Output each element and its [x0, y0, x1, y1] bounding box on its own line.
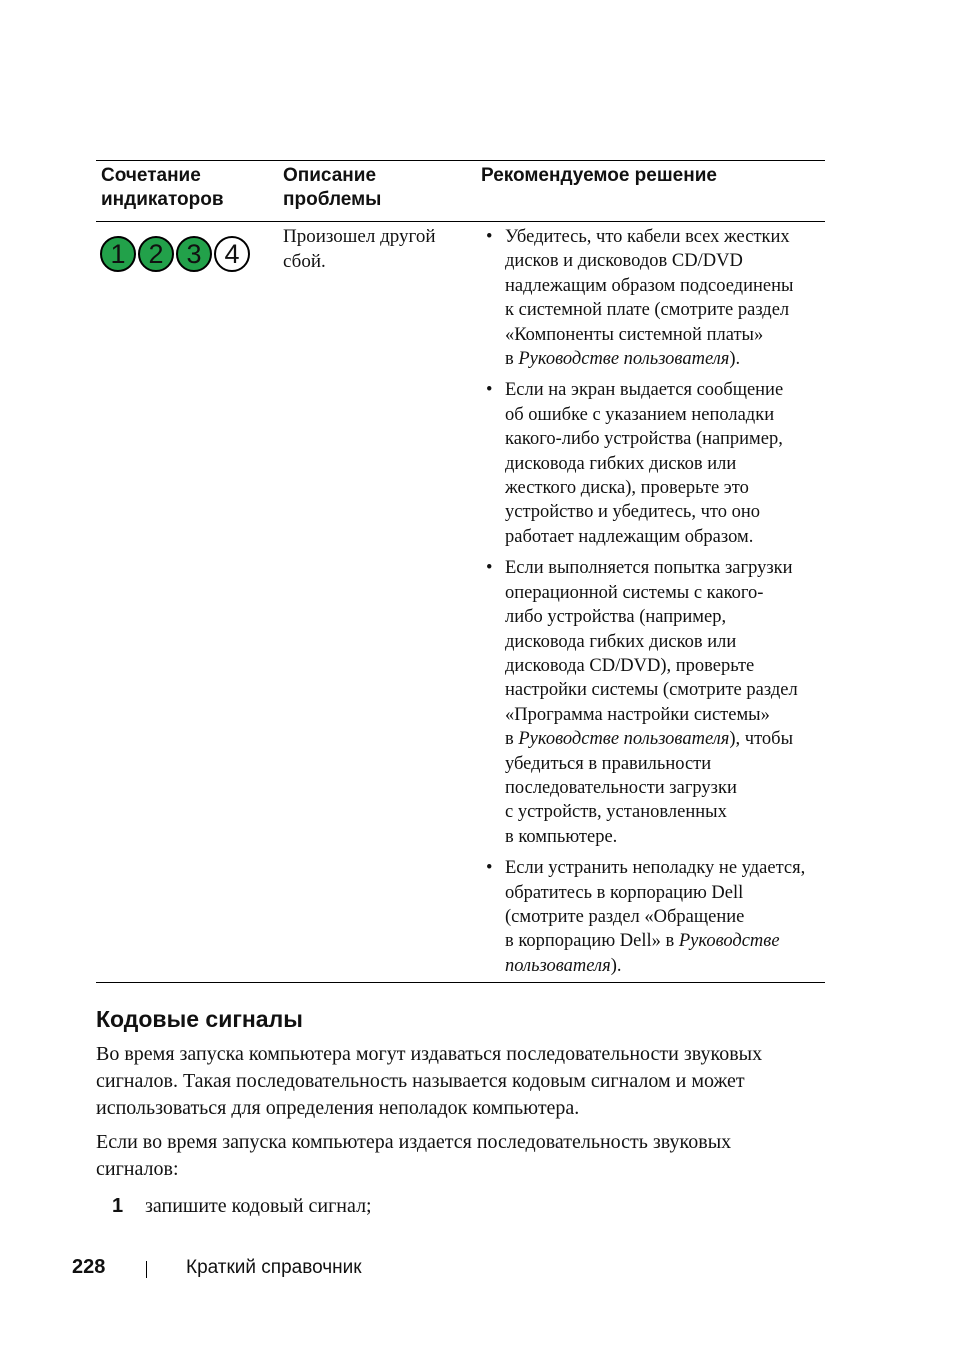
text-line — [505, 727, 824, 751]
footer-title: Краткий справочник — [186, 1257, 362, 1278]
header-indicators — [101, 164, 271, 212]
text-line: настройки системы (смотрите раздел — [505, 680, 798, 701]
text-line: дисковода CD/DVD), проверьте — [505, 655, 755, 676]
manual-title: пользователя — [505, 955, 611, 976]
bullet-icon: • — [486, 227, 493, 247]
text-line: с устройств, установленных — [505, 802, 727, 823]
table-header-rule — [96, 221, 825, 222]
text-line: надлежащим образом подсоединены — [505, 275, 794, 296]
text-line: «Компоненты системной платы» — [505, 324, 764, 345]
list-item — [484, 225, 824, 371]
text-run: ). — [729, 349, 741, 370]
solution-list — [484, 225, 824, 985]
paragraph-condition — [96, 1129, 836, 1183]
list-item — [484, 856, 824, 978]
text-line: Если устранить неполадку не удается, — [505, 858, 806, 879]
paragraph-line: Если во время запуска компьютера издается последовательность звуковых — [96, 1131, 732, 1153]
paragraph-line: сигналов: — [96, 1158, 179, 1180]
paragraph-line: использоваться для определения неполадок компьютера. — [96, 1097, 580, 1119]
step-item — [112, 1193, 372, 1220]
text-line — [505, 954, 824, 978]
text-run: в корпорацию Dell» в — [505, 931, 679, 952]
header-problem-line: проблемы — [283, 189, 382, 210]
indicator-lights — [100, 236, 250, 272]
text-line: жесткого диска), проверьте это — [505, 478, 749, 499]
text-line: дисковода гибких дисков или — [505, 453, 737, 474]
text-run: в — [505, 729, 519, 750]
header-problem-line: Описание — [283, 165, 377, 186]
footer-separator — [146, 1261, 147, 1278]
header-solution — [481, 164, 821, 188]
table-top-rule — [96, 160, 825, 161]
text-line: Если выполняется попытка загрузки — [505, 558, 793, 579]
manual-title: Руководстве — [678, 931, 780, 952]
description-line: Произошел другой — [283, 226, 436, 247]
text-line: убедиться в правильности — [505, 753, 712, 774]
text-run: ), чтобы — [729, 729, 794, 750]
manual-title: Руководстве пользователя — [518, 729, 730, 750]
step-text: запишите кодовый сигнал; — [145, 1195, 372, 1217]
problem-description — [283, 225, 463, 274]
header-problem — [283, 164, 463, 212]
text-line: работает надлежащим образом. — [505, 526, 754, 547]
bullet-icon: • — [486, 558, 493, 579]
paragraph-intro — [96, 1041, 836, 1122]
header-indicators-line: Сочетание — [101, 165, 201, 186]
led-1-icon: 1 — [100, 236, 136, 272]
text-line: «Программа настройки системы» — [505, 704, 770, 725]
section-title: Кодовые сигналы — [96, 1006, 303, 1032]
table-bottom-rule — [96, 982, 825, 983]
header-solution-line: Рекомендуемое решение — [481, 165, 717, 186]
header-indicators-line: индикаторов — [101, 189, 224, 210]
text-line: к системной плате (смотрите раздел — [505, 300, 790, 321]
text-line: последовательности загрузки — [505, 777, 737, 798]
list-item — [484, 378, 824, 549]
led-4-icon: 4 — [214, 236, 250, 272]
list-item — [484, 556, 824, 849]
text-run: в — [505, 349, 519, 370]
page-number: 228 — [72, 1256, 106, 1278]
led-3-icon: 3 — [176, 236, 212, 272]
text-line: дисковода гибких дисков или — [505, 631, 737, 652]
text-line: устройство и убедитесь, что оно — [505, 502, 761, 523]
description-line: сбой. — [283, 250, 326, 272]
text-line: об ошибке с указанием неполадки — [505, 404, 775, 425]
text-line: обратитесь в корпорацию Dell — [505, 882, 744, 903]
text-line: дисков и дисководов CD/DVD — [505, 251, 743, 272]
text-line: либо устройства (например, — [505, 607, 727, 628]
text-line: какого-либо устройства (например, — [505, 429, 783, 450]
text-line: операционной системы с какого- — [505, 582, 764, 603]
text-line: Если на экран выдается сообщение — [505, 380, 784, 401]
paragraph-line: Во время запуска компьютера могут издаваться последовательности звуковых — [96, 1043, 763, 1065]
paragraph-line: сигналов. Такая последовательность называется кодовым сигналом и может — [96, 1070, 745, 1092]
bullet-icon: • — [486, 380, 493, 401]
bullet-icon: • — [486, 858, 493, 879]
text-line — [505, 347, 824, 371]
manual-title: Руководстве пользователя — [518, 349, 730, 370]
text-line: в компьютере. — [505, 826, 618, 847]
step-number: 1 — [112, 1195, 124, 1217]
led-2-icon: 2 — [138, 236, 174, 272]
text-line: (смотрите раздел «Обращение — [505, 906, 745, 927]
text-line: Убедитесь, что кабели всех жестких — [505, 227, 790, 247]
text-run: ). — [610, 955, 622, 976]
text-line — [505, 929, 824, 953]
